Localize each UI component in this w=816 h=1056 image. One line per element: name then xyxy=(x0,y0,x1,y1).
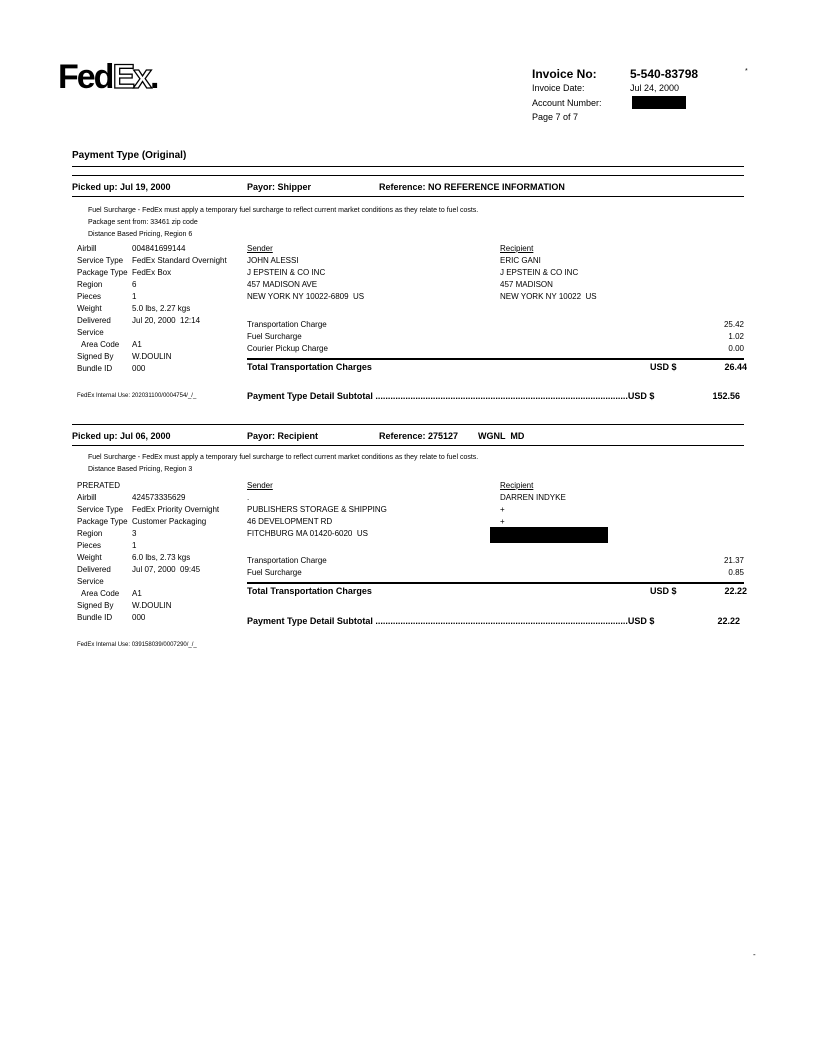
detail-label: Region xyxy=(77,529,103,538)
invoice-date-label: Invoice Date: xyxy=(532,83,585,93)
recipient-line: + xyxy=(500,517,505,526)
detail-label: Service xyxy=(77,328,104,337)
account-number-label: Account Number: xyxy=(532,98,602,108)
sender-line: PUBLISHERS STORAGE & SHIPPING xyxy=(247,505,387,514)
sender-line: 46 DEVELOPMENT RD xyxy=(247,517,333,526)
detail-label: Signed By xyxy=(77,352,114,361)
detail-value: 5.0 lbs, 2.27 kgs xyxy=(132,304,191,313)
total-currency: USD $ xyxy=(650,362,677,372)
sender-block xyxy=(247,480,387,540)
charge-amounts xyxy=(684,319,744,355)
divider xyxy=(72,175,744,176)
charge-label: Fuel Surcharge xyxy=(247,568,302,577)
detail-values xyxy=(132,480,219,624)
note-line: Distance Based Pricing, Region 6 xyxy=(88,231,193,238)
detail-label: Airbill xyxy=(77,244,97,253)
invoice-no-label: Invoice No: xyxy=(532,67,597,81)
logo-dot: . xyxy=(150,58,158,96)
subtotal-label: Payment Type Detail Subtotal .....................................................................................................USD $ xyxy=(247,391,655,401)
total-amount: 22.22 xyxy=(724,586,747,596)
logo-ex: Ex xyxy=(112,58,151,96)
total-label: Total Transportation Charges xyxy=(247,362,372,372)
detail-label: Bundle ID xyxy=(77,364,113,373)
picked-up-date: Picked up: Jul 19, 2000 xyxy=(72,182,171,192)
detail-value: Customer Packaging xyxy=(132,517,207,526)
total-label: Total Transportation Charges xyxy=(247,586,372,596)
recipient-line: DARREN INDYKE xyxy=(500,493,566,502)
sender-line: FITCHBURG MA 01420-6020 US xyxy=(247,529,368,538)
charge-label: Transportation Charge xyxy=(247,556,327,565)
payor: Payor: Recipient xyxy=(247,431,319,441)
logo-fed: Fed xyxy=(58,58,113,96)
detail-value: 000 xyxy=(132,364,146,373)
recipient-line: + xyxy=(500,505,505,514)
sender-line: J EPSTEIN & CO INC xyxy=(247,268,326,277)
subtotal-amount: 22.22 xyxy=(717,616,740,626)
note-line: Distance Based Pricing, Region 3 xyxy=(88,466,193,473)
redaction-bar xyxy=(632,96,686,109)
airbill-number: 424573335629 xyxy=(132,493,186,502)
detail-label: Package Type xyxy=(77,517,128,526)
detail-value: FedEx Box xyxy=(132,268,172,277)
charge-amounts xyxy=(684,555,744,579)
detail-value: A1 xyxy=(132,340,142,349)
detail-value xyxy=(132,480,219,492)
detail-label: Weight xyxy=(77,304,102,313)
divider xyxy=(72,424,744,425)
detail-label: Pieces xyxy=(77,292,102,301)
detail-values xyxy=(132,243,227,375)
recipient-heading: Recipient xyxy=(500,481,534,490)
detail-label: Weight xyxy=(77,553,102,562)
picked-up-date: Picked up: Jul 06, 2000 xyxy=(72,431,171,441)
detail-value: Jul 07, 2000 09:45 xyxy=(132,565,201,574)
divider xyxy=(72,196,744,197)
detail-label: Area Code xyxy=(77,589,120,598)
charge-amount: 21.37 xyxy=(723,556,744,565)
recipient-line: 457 MADISON xyxy=(500,280,553,289)
detail-value: 000 xyxy=(132,613,146,622)
reference: Reference: NO REFERENCE INFORMATION xyxy=(379,182,565,192)
internal-use: FedEx Internal Use: 039158039/0007290/_/_ xyxy=(77,642,197,648)
charge-amount: 0.85 xyxy=(728,568,744,577)
page-indicator: Page 7 of 7 xyxy=(532,112,579,122)
detail-value xyxy=(132,576,219,588)
notes xyxy=(88,205,478,241)
charge-label: Fuel Surcharge xyxy=(247,332,302,341)
detail-label: Area Code xyxy=(77,340,120,349)
detail-value: 6.0 lbs, 2.73 kgs xyxy=(132,553,191,562)
internal-use: FedEx Internal Use: 202031100/0004754/_/_ xyxy=(77,393,197,399)
charge-labels xyxy=(247,319,328,355)
detail-label: PRERATED xyxy=(77,481,120,490)
detail-labels xyxy=(77,480,128,624)
sender-heading: Sender xyxy=(247,244,273,253)
sender-line: . xyxy=(247,493,250,502)
note-line: Fuel Surcharge - FedEx must apply a temporary fuel surcharge to reflect current market conditions as they relate to fuel costs. xyxy=(88,207,479,214)
detail-label: Package Type xyxy=(77,268,128,277)
airbill-number: 004841699144 xyxy=(132,244,186,253)
recipient-heading: Recipient xyxy=(500,244,534,253)
detail-value: A1 xyxy=(132,589,142,598)
charge-label: Transportation Charge xyxy=(247,320,327,329)
recipient-block xyxy=(500,243,597,303)
detail-value: 1 xyxy=(132,541,137,550)
sender-block xyxy=(247,243,364,303)
total-amount: 26.44 xyxy=(724,362,747,372)
footer-mark: - xyxy=(753,950,756,959)
subtotal-label: Payment Type Detail Subtotal .....................................................................................................USD $ xyxy=(247,616,655,626)
recipient-line: ERIC GANI xyxy=(500,256,541,265)
charge-labels xyxy=(247,555,327,579)
detail-value: W.DOULIN xyxy=(132,601,172,610)
detail-value: FedEx Priority Overnight xyxy=(132,505,220,514)
detail-label: Service xyxy=(77,577,104,586)
charge-amount: 0.00 xyxy=(728,344,744,353)
detail-label: Service Type xyxy=(77,256,124,265)
detail-value: W.DOULIN xyxy=(132,352,172,361)
sender-line: JOHN ALESSI xyxy=(247,256,299,265)
detail-label: Pieces xyxy=(77,541,102,550)
sender-heading: Sender xyxy=(247,481,273,490)
notes xyxy=(88,452,478,476)
detail-label: Delivered xyxy=(77,316,111,325)
charge-label: Courier Pickup Charge xyxy=(247,344,328,353)
detail-value: Jul 20, 2000 12:14 xyxy=(132,316,201,325)
detail-label: Delivered xyxy=(77,565,111,574)
subtotal-amount: 152.56 xyxy=(712,391,740,401)
note-line: Package sent from: 33461 zip code xyxy=(88,219,198,226)
detail-label: Signed By xyxy=(77,601,114,610)
divider xyxy=(247,358,744,360)
detail-value: 6 xyxy=(132,280,137,289)
section-title: Payment Type (Original) xyxy=(72,150,187,161)
fedex-logo xyxy=(58,60,158,94)
sender-line: 457 MADISON AVE xyxy=(247,280,318,289)
detail-value: FedEx Standard Overnight xyxy=(132,256,227,265)
invoice-date-value: Jul 24, 2000 xyxy=(630,83,680,93)
reference-extra: WGNL MD xyxy=(478,431,525,441)
corner-mark: * xyxy=(745,68,748,75)
divider xyxy=(72,445,744,446)
detail-label: Bundle ID xyxy=(77,613,113,622)
reference: Reference: 275127 xyxy=(379,431,459,441)
total-currency: USD $ xyxy=(650,586,677,596)
redaction-bar xyxy=(490,527,608,543)
invoice-no-value: 5-540-83798 xyxy=(630,67,699,81)
divider xyxy=(72,166,744,167)
recipient-line: NEW YORK NY 10022 US xyxy=(500,292,597,301)
detail-value: 3 xyxy=(132,529,137,538)
charge-amount: 25.42 xyxy=(723,320,744,329)
detail-value xyxy=(132,327,227,339)
sender-line: NEW YORK NY 10022-6809 US xyxy=(247,292,365,301)
note-line: Fuel Surcharge - FedEx must apply a temporary fuel surcharge to reflect current market conditions as they relate to fuel costs. xyxy=(88,454,479,461)
detail-value: 1 xyxy=(132,292,137,301)
detail-label: Service Type xyxy=(77,505,124,514)
detail-labels xyxy=(77,243,128,375)
payor: Payor: Shipper xyxy=(247,182,312,192)
recipient-block xyxy=(500,480,566,528)
charge-amount: 1.02 xyxy=(728,332,744,341)
recipient-line: J EPSTEIN & CO INC xyxy=(500,268,579,277)
divider xyxy=(247,582,744,584)
detail-label: Airbill xyxy=(77,493,97,502)
detail-label: Region xyxy=(77,280,103,289)
